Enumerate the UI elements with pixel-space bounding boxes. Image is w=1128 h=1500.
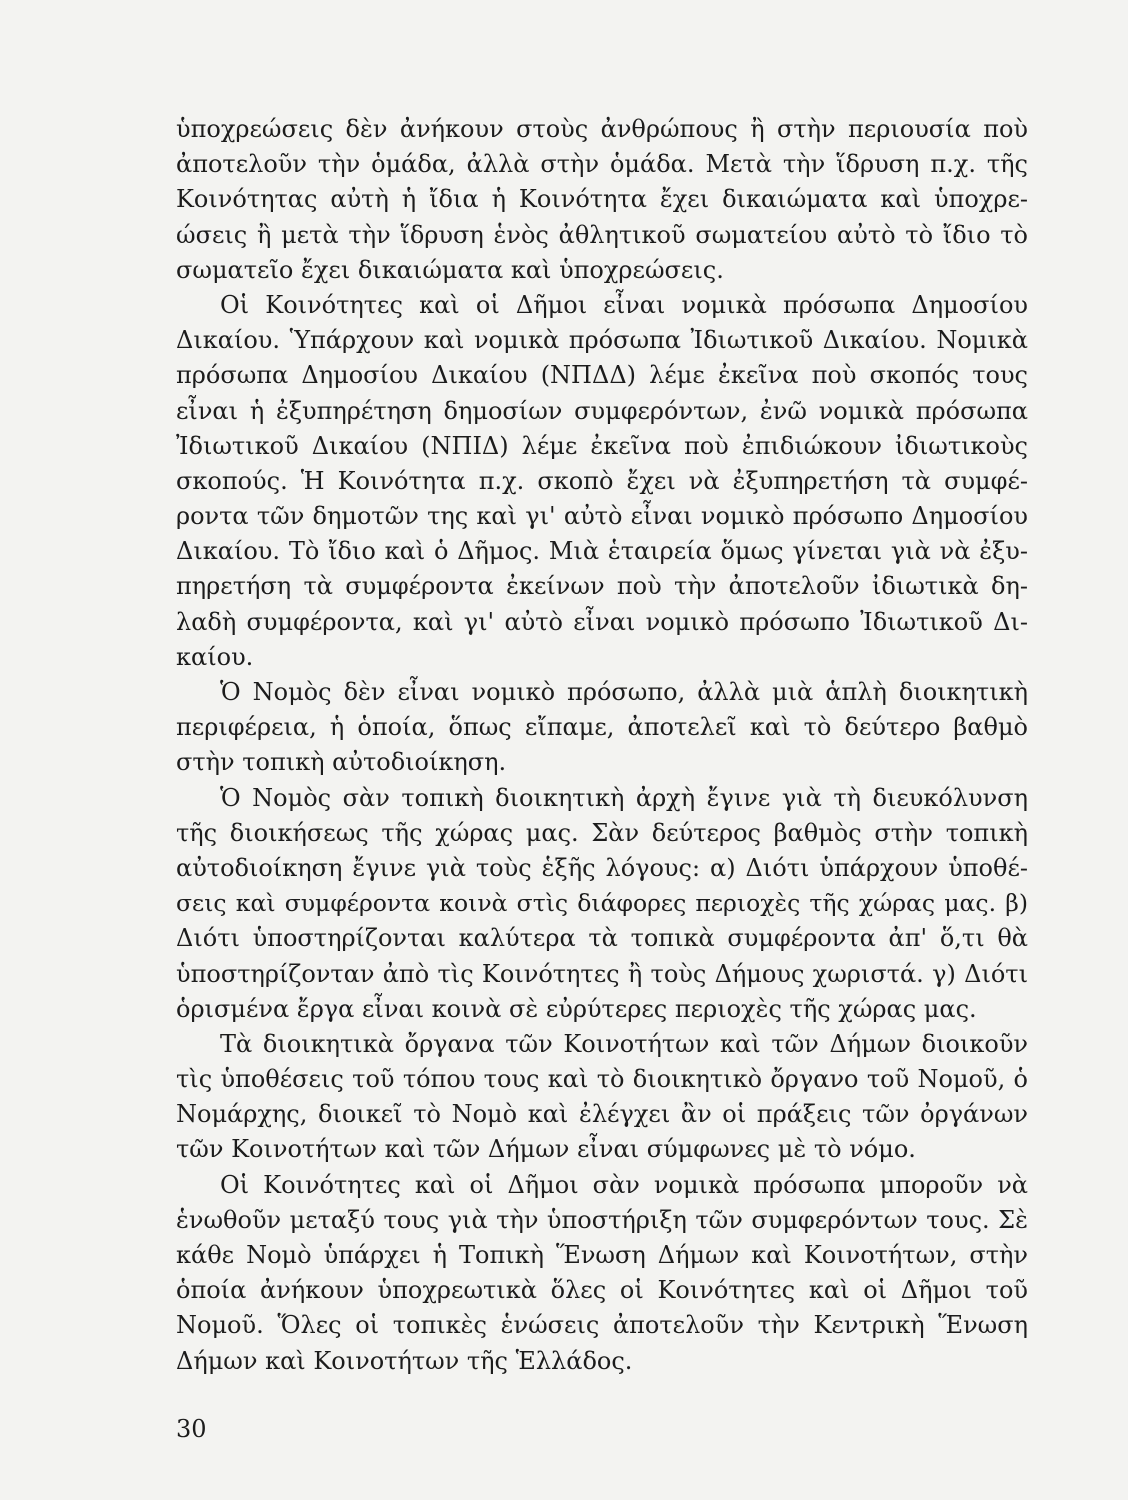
text-line: στὴν τοπικὴ αὐτοδιοίκηση.: [176, 748, 507, 777]
text-line: Νομάρχης, διοικεῖ τὸ Νομὸ καὶ ἐλέγχει ἂν οἱ πράξεις τῶν ὀργάνων: [176, 1100, 1028, 1129]
text-line: ὑποστηρίζονταν ἀπὸ τὶς Κοινότητες ἢ τοὺς Δήμους χωριστά. γ) Διότι: [176, 959, 1028, 988]
text-line: αὐτοδιοίκηση ἔγινε γιὰ τοὺς ἑξῆς λόγους: α) Διότι ὑπάρχουν ὑποθέ-: [176, 853, 1028, 882]
text-line: Ἰδιωτικοῦ Δικαίου (ΝΠΙΔ) λέμε ἐκεῖνα ποὺ ἐπιδιώκουν ἰδιωτικοὺς: [176, 431, 1028, 460]
text-line: τὶς ὑποθέσεις τοῦ τόπου τους καὶ τὸ διοικητικὸ ὄργανο τοῦ Νομοῦ, ὁ: [176, 1065, 1028, 1094]
page-number: 30: [176, 1415, 207, 1443]
text-line: ἑνωθοῦν μεταξύ τους γιὰ τὴν ὑποστήριξη τῶν συμφερόντων τους. Σὲ: [176, 1205, 1028, 1234]
text-line: Δήμων καὶ Κοινοτήτων τῆς Ἑλλάδος.: [176, 1346, 633, 1375]
text-line: ώσεις ἢ μετὰ τὴν ἵδρυση ἑνὸς ἀθλητικοῦ σωματείου αὐτὸ τὸ ἴδιο τὸ: [176, 220, 1028, 249]
text-line: Κοινότητας αὐτὴ ἡ ἴδια ἡ Κοινότητα ἔχει δικαιώματα καὶ ὑποχρε-: [176, 185, 1028, 214]
text-line: σεις καὶ συμφέροντα κοινὰ στὶς διάφορες περιοχὲς τῆς χώρας μας. β): [176, 889, 1028, 918]
text-line: Δικαίου. Ὑπάρχουν καὶ νομικὰ πρόσωπα Ἰδιωτικοῦ Δικαίου. Νομικὰ: [176, 326, 1028, 355]
text-line: εἶναι ἡ ἐξυπηρέτηση δημοσίων συμφερόντων, ἐνῶ νομικὰ πρόσωπα: [176, 396, 1028, 425]
text-line: πηρετήση τὰ συμφέροντα ἐκείνων ποὺ τὴν ἀποτελοῦν ἰδιωτικὰ δη-: [176, 572, 1028, 601]
text-line: ὁρισμένα ἔργα εἶναι κοινὰ σὲ εὐρύτερες περιοχὲς τῆς χώρας μας.: [176, 994, 977, 1023]
text-line: Οἱ Κοινότητες καὶ οἱ Δῆμοι εἶναι νομικὰ πρόσωπα Δημοσίου: [220, 290, 1028, 319]
text-line: ὁποία ἀνήκουν ὑποχρεωτικὰ ὅλες οἱ Κοινότητες καὶ οἱ Δῆμοι τοῦ: [176, 1276, 1028, 1305]
text-line: ὑποχρεώσεις δὲν ἀνήκουν στοὺς ἀνθρώπους ἢ στὴν περιουσία ποὺ: [176, 115, 1028, 143]
text-line: κάθε Νομὸ ὑπάρχει ἡ Τοπικὴ Ἕνωση Δήμων καὶ Κοινοτήτων, στὴν: [176, 1241, 1028, 1269]
text-line: Νομοῦ. Ὅλες οἱ τοπικὲς ἑνώσεις ἀποτελοῦν τὴν Κεντρικὴ Ἕνωση: [176, 1311, 1028, 1340]
text-line: Δικαίου. Τὸ ἴδιο καὶ ὁ Δῆμος. Μιὰ ἑταιρεία ὅμως γίνεται γιὰ νὰ ἐξυ-: [176, 537, 1028, 566]
body-text: [176, 112, 1028, 1379]
text-line: λαδὴ συμφέροντα, καὶ γι' αὐτὸ εἶναι νομικὸ πρόσωπο Ἰδιωτικοῦ Δι-: [176, 607, 1028, 636]
text-line: Τὰ διοικητικὰ ὄργανα τῶν Κοινοτήτων καὶ τῶν Δήμων διοικοῦν: [220, 1029, 1028, 1058]
text-line: ροντα τῶν δημοτῶν της καὶ γι' αὐτὸ εἶναι νομικὸ πρόσωπο Δημοσίου: [176, 502, 1028, 531]
text-line: περιφέρεια, ἡ ὁποία, ὅπως εἴπαμε, ἀποτελεῖ καὶ τὸ δεύτερο βαθμὸ: [176, 713, 1028, 742]
text-line: τῆς διοικήσεως τῆς χώρας μας. Σὰν δεύτερος βαθμὸς στὴν τοπικὴ: [176, 818, 1028, 847]
text-line: Ὁ Νομὸς δὲν εἶναι νομικὸ πρόσωπο, ἀλλὰ μιὰ ἁπλὴ διοικητικὴ: [220, 678, 1028, 706]
text-line: Οἱ Κοινότητες καὶ οἱ Δῆμοι σὰν νομικὰ πρόσωπα μποροῦν νὰ: [220, 1170, 1028, 1199]
text-line: Ὁ Νομὸς σὰν τοπικὴ διοικητικὴ ἀρχὴ ἔγινε γιὰ τὴ διευκόλυνση: [220, 783, 1028, 812]
text-line: Διότι ὑποστηρίζονται καλύτερα τὰ τοπικὰ συμφέροντα ἀπ' ὅ,τι θὰ: [176, 924, 1028, 953]
text-line: πρόσωπα Δημοσίου Δικαίου (ΝΠΔΔ) λέμε ἐκεῖνα ποὺ σκοπός τους: [176, 361, 1028, 390]
text-line: καίου.: [176, 642, 254, 671]
text-line: ἀποτελοῦν τὴν ὁμάδα, ἀλλὰ στὴν ὁμάδα. Μετὰ τὴν ἵδρυση π.χ. τῆς: [176, 150, 1028, 179]
text-line: τῶν Κοινοτήτων καὶ τῶν Δήμων εἶναι σύμφωνες μὲ τὸ νόμο.: [176, 1135, 916, 1164]
text-line: σωματεῖο ἔχει δικαιώματα καὶ ὑποχρεώσεις.: [176, 255, 724, 284]
text-line: σκοπούς. Ἡ Κοινότητα π.χ. σκοπὸ ἔχει νὰ ἐξυπηρετήση τὰ συμφέ-: [176, 466, 1028, 495]
